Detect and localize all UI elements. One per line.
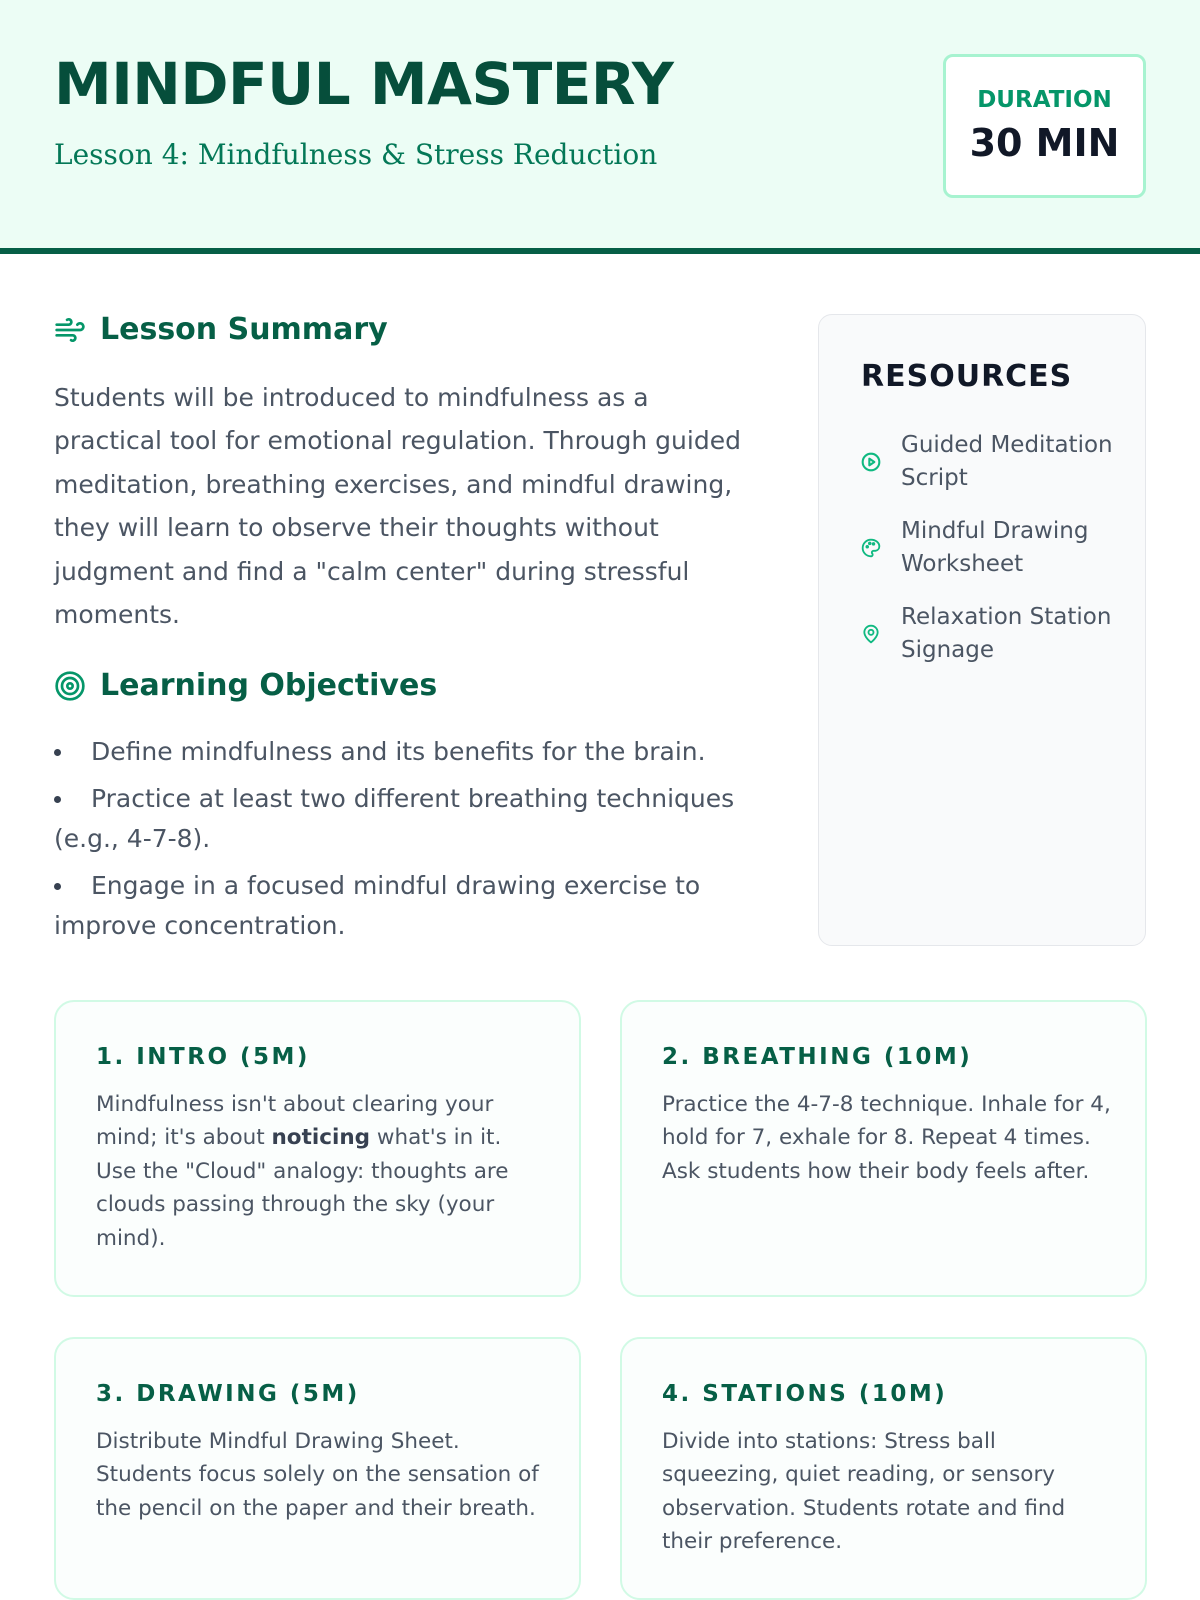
activity-text: Divide into stations: Stress ball squeezing, quiet reading, or sensory observation. Students rotate and find their preference. (662, 1429, 1066, 1555)
resource-item-drawing-worksheet[interactable] (861, 515, 1121, 581)
activity-text: Practice the 4-7-8 technique. Inhale for 4, hold for 7, exhale for 8. Repeat 4 times. Ask students how their body feels after. (662, 1092, 1111, 1184)
activity-text-part: what's in it. Use the "Cloud" analogy: thoughts are clouds passing through the sky (your mind). (96, 1125, 509, 1251)
resource-label: Mindful Drawing Worksheet (901, 518, 1089, 577)
resources-title: RESOURCES (861, 359, 1073, 394)
wind-icon (54, 314, 86, 346)
resource-item-meditation-script[interactable] (861, 429, 1121, 495)
learning-objectives-heading (54, 668, 437, 703)
activity-title: 2. BREATHING (10M) (662, 1044, 973, 1070)
objectives-list (54, 732, 754, 953)
lesson-summary-text: Students will be introduced to mindfulness as a practical tool for emotional regulation. Through guided meditation, breathing exercises, and mindful drawing, they will learn to observe their thoughts without judgment and find a "calm center" during stressful moments. (54, 383, 741, 630)
objective-text: Practice at least two different breathing techniques (e.g., 4-7-8). (54, 784, 735, 853)
activity-title: 4. STATIONS (10M) (662, 1381, 948, 1407)
map-pin-icon (861, 624, 881, 644)
target-icon (54, 670, 86, 702)
play-circle-icon (861, 452, 881, 472)
duration-value: 30 MIN (969, 121, 1120, 165)
resources-panel (818, 314, 1146, 946)
objective-text: Engage in a focused mindful drawing exercise to improve concentration. (54, 871, 701, 940)
bullet-icon (54, 883, 61, 890)
activity-card-breathing (620, 1000, 1147, 1297)
resource-label: Guided Meditation Script (901, 432, 1113, 491)
lesson-subtitle: Lesson 4: Mindfulness & Stress Reduction (54, 138, 658, 171)
activity-card-drawing (54, 1337, 581, 1600)
learning-objectives-title: Learning Objectives (100, 668, 438, 703)
resource-label: Relaxation Station Signage (901, 604, 1112, 663)
objective-item (54, 732, 754, 772)
activity-text-part: Mindfulness isn't about clearing your mind; it's about (96, 1092, 494, 1151)
duration-badge (943, 54, 1146, 198)
objective-item (54, 779, 754, 859)
duration-label: DURATION (977, 87, 1112, 113)
page-title: MINDFUL MASTERY (54, 50, 674, 118)
page-header (0, 0, 1200, 254)
lesson-summary-heading (54, 312, 388, 347)
objective-item (54, 866, 754, 946)
activity-title: 1. INTRO (5M) (96, 1044, 310, 1070)
activity-text-emphasis: noticing (271, 1125, 371, 1151)
activity-title: 3. DRAWING (5M) (96, 1381, 360, 1407)
activity-card-stations (620, 1337, 1147, 1600)
activity-text: Distribute Mindful Drawing Sheet. Students focus solely on the sensation of the pencil on the paper and their breath. (96, 1429, 539, 1521)
activity-text (96, 1088, 546, 1255)
bullet-icon (54, 749, 61, 756)
lesson-summary-title: Lesson Summary (100, 312, 388, 347)
activity-card-intro (54, 1000, 581, 1297)
objective-text: Define mindfulness and its benefits for the brain. (91, 737, 706, 766)
palette-icon (861, 538, 881, 558)
resource-item-station-signage[interactable] (861, 601, 1121, 667)
bullet-icon (54, 796, 61, 803)
